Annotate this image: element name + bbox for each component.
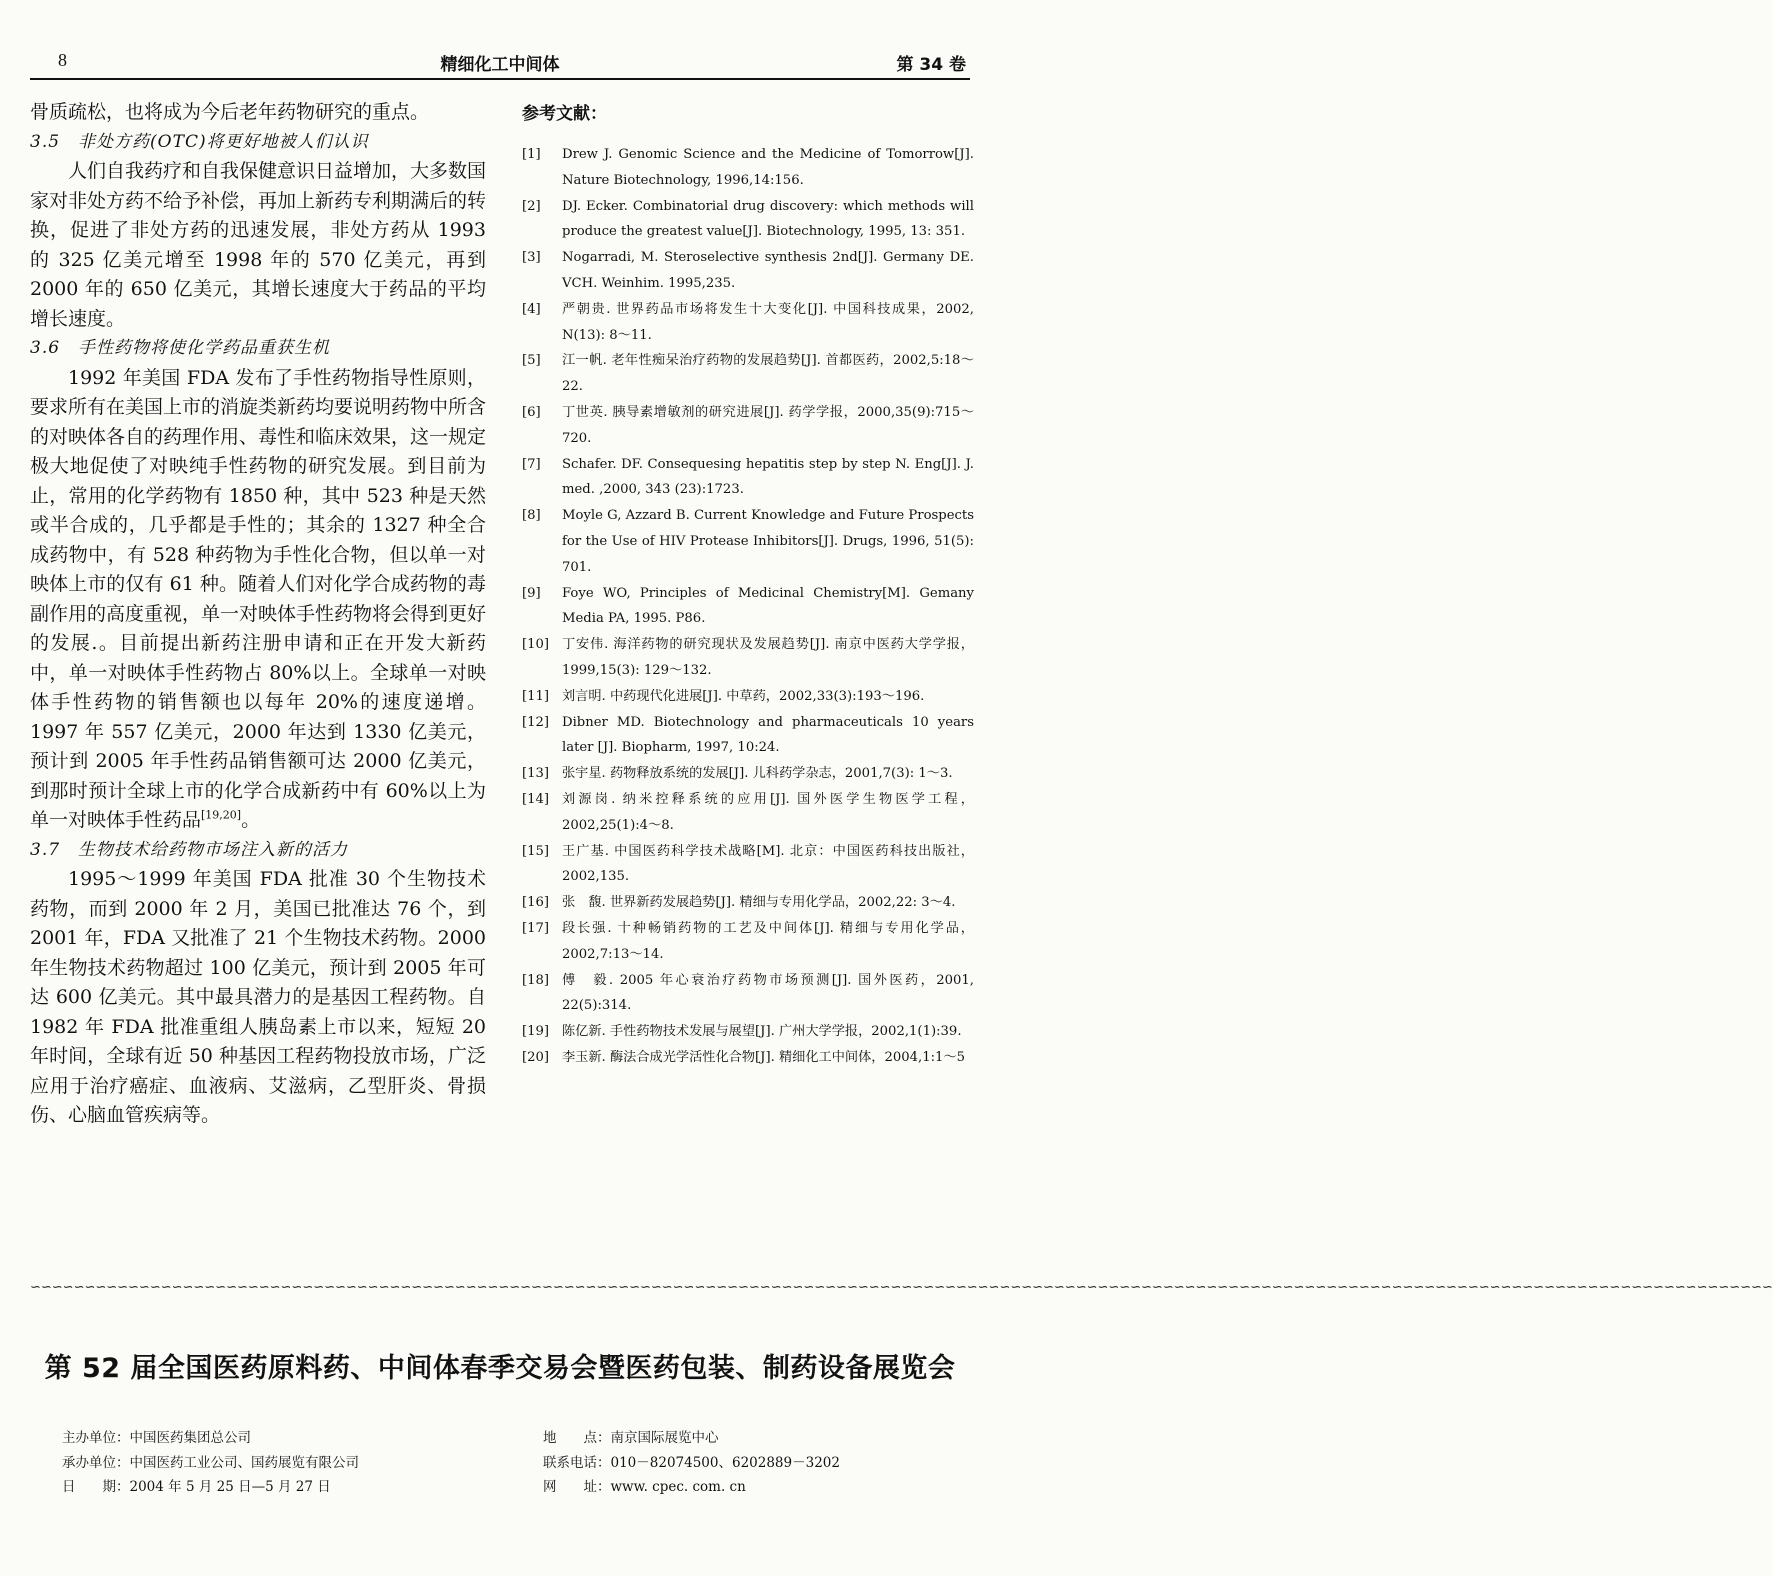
reference-item — [522, 400, 974, 452]
decorative-border: ∽∽∽∽∽∽∽∽∽∽∽∽∽∽∽∽∽∽∽∽∽∽∽∽∽∽∽∽∽∽∽∽∽∽∽∽∽∽∽∽∽∽∽∽∽∽∽∽∽∽∽∽∽∽∽∽∽∽∽∽∽∽∽∽∽∽∽∽∽∽∽∽∽∽∽∽∽∽∽∽∽∽∽∽∽∽∽∽∽∽∽∽∽∽∽∽∽∽∽∽∽∽∽∽∽∽∽∽∽∽∽∽∽∽∽∽∽∽∽∽∽∽∽∽∽∽∽∽∽∽∽∽∽∽∽∽∽∽∽∽∽∽∽∽∽∽∽∽∽∽∽∽∽∽∽∽∽∽∽∽ — [30, 1280, 1773, 1295]
reference-item — [522, 1045, 974, 1071]
reference-item — [522, 245, 974, 297]
reference-item — [522, 1019, 974, 1045]
reference-number: [4] — [522, 301, 541, 317]
advert-location: 地 点：南京国际展览中心 — [543, 1430, 719, 1446]
reference-item — [522, 916, 974, 968]
reference-text: 江一帆. 老年性痴呆治疗药物的发展趋势[J]. 首都医药，2002,5:18～22. — [562, 353, 974, 395]
paragraph-chiral-end: 。 — [241, 809, 261, 831]
advert-co-organizer: 承办单位：中国医药工业公司、国药展览有限公司 — [62, 1454, 359, 1471]
references-column — [522, 100, 974, 1071]
reference-number: [5] — [522, 353, 541, 369]
reference-text: 王广基. 中国医药科学技术战略[M]. 北京：中国医药科技出版社，2002,135. — [562, 843, 974, 885]
reference-text: 段长强. 十种畅销药物的工艺及中间体[J]. 精细与专用化学品，2002,7:13～14. — [562, 920, 974, 962]
reference-number: [7] — [522, 456, 541, 472]
advert-info-right — [543, 1426, 840, 1500]
page-header — [30, 46, 970, 80]
volume-label: 第 34 卷 — [896, 55, 966, 75]
reference-text: Dibner MD. Biotechnology and pharmaceuticals 10 years later [J]. Biopharm, 1997, 10:24. — [562, 714, 974, 756]
reference-number: [17] — [522, 920, 550, 936]
reference-text: Foye WO, Principles of Medicinal Chemistry[M]. Gemany Media PA, 1995. P86. — [562, 585, 974, 627]
reference-text: 张宇星. 药物释放系统的发展[J]. 儿科药学杂志，2001,7(3): 1～3. — [562, 766, 953, 782]
reference-item — [522, 503, 974, 580]
reference-number: [15] — [522, 843, 550, 859]
reference-item — [522, 194, 974, 246]
reference-text: 张 馥. 世界新药发展趋势[J]. 精细与专用化学品，2002,22: 3～4. — [562, 895, 956, 911]
reference-number: [3] — [522, 250, 541, 266]
reference-item — [522, 761, 974, 787]
reference-number: [14] — [522, 791, 550, 807]
reference-text: Drew J. Genomic Science and the Medicine of Tomorrow[J]. Nature Biotechnology, 1996,14:156. — [562, 147, 974, 188]
reference-item — [522, 297, 974, 349]
advert-website[interactable]: 网 址：www. cpec. com. cn — [543, 1479, 746, 1495]
section-heading-3-5: 3.5 非处方药(OTC)将更好地被人们认识 — [30, 131, 369, 152]
paragraph-otc: 人们自我药疗和自我保健意识日益增加，大多数国家对非处方药不给予补偿，再加上新药专利期满后的转换，促进了非处方药的迅速发展，非处方药从 1993 的 325 亿美元增至 1998 年的 570 亿美元，再到 2000 年的 650 亿美元，其增长速度大于药品的平均增长速度。 — [30, 160, 487, 330]
reference-text: 严朝贵. 世界药品市场将发生十大变化[J]. 中国科技成果，2002, N(13): 8～11. — [562, 301, 974, 343]
reference-text: 丁安伟. 海洋药物的研究现状及发展趋势[J]. 南京中医药大学学报，1999,15(3): 129～132. — [562, 637, 974, 678]
paragraph-continued: 骨质疏松，也将成为今后老年药物研究的重点。 — [30, 101, 430, 123]
reference-item — [522, 684, 974, 710]
reference-number: [13] — [522, 766, 550, 782]
reference-text: 李玉新. 酶法合成光学活性化合物[J]. 精细化工中间体，2004,1:1～5 — [562, 1049, 966, 1065]
reference-text: DJ. Ecker. Combinatorial drug discovery: which methods will produce the greatest value[J]. Biotechnology, 1995, 13: 351. — [562, 198, 974, 240]
reference-item — [522, 890, 974, 916]
reference-list — [522, 142, 974, 1071]
advert-date: 日 期：2004 年 5 月 25 日—5 月 27 日 — [62, 1479, 331, 1495]
journal-title: 精细化工中间体 — [440, 55, 560, 75]
paragraph-biotech: 1995～1999 年美国 FDA 批准 30 个生物技术药物，而到 2000 年 2 月，美国已批准达 76 个，到 2001 年，FDA 又批准了 21 个生物技术药物。2000 年生物技术药物超过 100 亿美元，预计到 2005 年可达 600 亿美元。其中最具潜力的是基因工程药物。自 1982 年 FDA 批准重组人胰岛素上市以来，短短 20 年时间，全球有近 50 种基因工程药物投放市场，广泛应用于治疗癌症、血液病、艾滋病，乙型肝炎、骨损伤、心脑血管疾病等。 — [30, 868, 486, 1126]
reference-number: [2] — [522, 198, 541, 214]
reference-number: [20] — [522, 1049, 550, 1065]
reference-item — [522, 581, 974, 633]
reference-text: 刘言明. 中药现代化进展[J]. 中草药，2002,33(3):193～196. — [562, 688, 925, 704]
reference-number: [19] — [522, 1024, 550, 1040]
reference-number: [16] — [522, 895, 550, 911]
reference-number: [1] — [522, 147, 541, 162]
reference-text: Moyle G, Azzard B. Current Knowledge and Future Prospects for the Use of HIV Protease Inhibitors[J]. Drugs, 1996, 51(5): 701. — [562, 508, 974, 575]
references-title: 参考文献： — [522, 104, 607, 124]
reference-text: Nogarradi, M. Steroselective synthesis 2nd[J]. Germany DE. VCH. Weinhim. 1995,235. — [562, 250, 974, 291]
paragraph-chiral — [30, 364, 486, 836]
citation-19-20[interactable]: [19,20] — [201, 808, 242, 822]
reference-text: 丁世英. 胰导素增敏剂的研究进展[J]. 药学学报，2000,35(9):715～720. — [562, 404, 974, 446]
reference-item — [522, 348, 974, 400]
page-number: 8 — [58, 50, 67, 70]
advert-info-left — [62, 1426, 359, 1500]
reference-item — [522, 142, 974, 194]
section-heading-3-6: 3.6 手性药物将使化学药品重获生机 — [30, 338, 331, 358]
reference-item — [522, 452, 974, 504]
left-column — [30, 98, 486, 1131]
reference-text: 傅 毅. 2005 年心衰治疗药物市场预测[J]. 国外医药，2001, 22(5):314. — [562, 972, 974, 1014]
advert-organizer: 主办单位：中国医药集团总公司 — [62, 1430, 251, 1446]
reference-item — [522, 968, 974, 1020]
reference-item — [522, 710, 974, 762]
reference-number: [10] — [522, 637, 550, 653]
reference-text: 刘源岗. 纳米控释系统的应用[J]. 国外医学生物医学工程，2002,25(1):4～8. — [562, 791, 974, 833]
reference-number: [9] — [522, 585, 541, 601]
reference-item — [522, 632, 974, 684]
reference-number: [18] — [522, 972, 550, 988]
advert-phone: 联系电话：010－82074500、6202889－3202 — [543, 1454, 840, 1471]
reference-text: Schafer. DF. Consequesing hepatitis step by step N. Eng[J]. J. med. ,2000, 343 (23):1723. — [562, 456, 974, 498]
reference-number: [6] — [522, 404, 541, 420]
advert-title: 第 52 届全国医药原料药、中间体春季交易会暨医药包装、制药设备展览会 — [44, 1353, 956, 1384]
reference-number: [12] — [522, 714, 550, 730]
reference-text: 陈亿新. 手性药物技术发展与展望[J]. 广州大学学报，2002,1(1):39. — [562, 1024, 962, 1040]
paragraph-chiral-text: 1992 年美国 FDA 发布了手性药物指导性原则，要求所有在美国上市的消旋类新药均要说明药物中所含的对映体各自的药理作用、毒性和临床效果，这一规定极大地促使了对映纯手性药物的研究发展。到目前为止，常用的化学药物有 1850 种，其中 523 种是天然或半合成的，几乎都是手性的；其余的 1327 种全合成药物中，有 528 种药物为手性化合物，但以单一对映体上市的仅有 61 种。随着人们对化学合成药物的毒副作用的高度重视，单一对映体手性药物将会得到更好的发展.。目前提出新药注册申请和正在开发大新药中，单一对映体手性药物占 80%以上。全球单一对映体手性药物的销售额也以每年 20%的速度递增。1997 年 557 亿美元，2000 年达到 1330 亿美元，预计到 2005 年手性药品销售额可达 2000 亿美元，到那时预计全球上市的化学合成新药中有 60%以上为单一对映体手性药品 — [30, 366, 487, 831]
reference-number: [11] — [522, 688, 550, 704]
reference-item — [522, 839, 974, 891]
reference-item — [522, 787, 974, 839]
section-heading-3-7: 3.7 生物技术给药物市场注入新的活力 — [30, 839, 349, 860]
reference-number: [8] — [522, 508, 541, 524]
